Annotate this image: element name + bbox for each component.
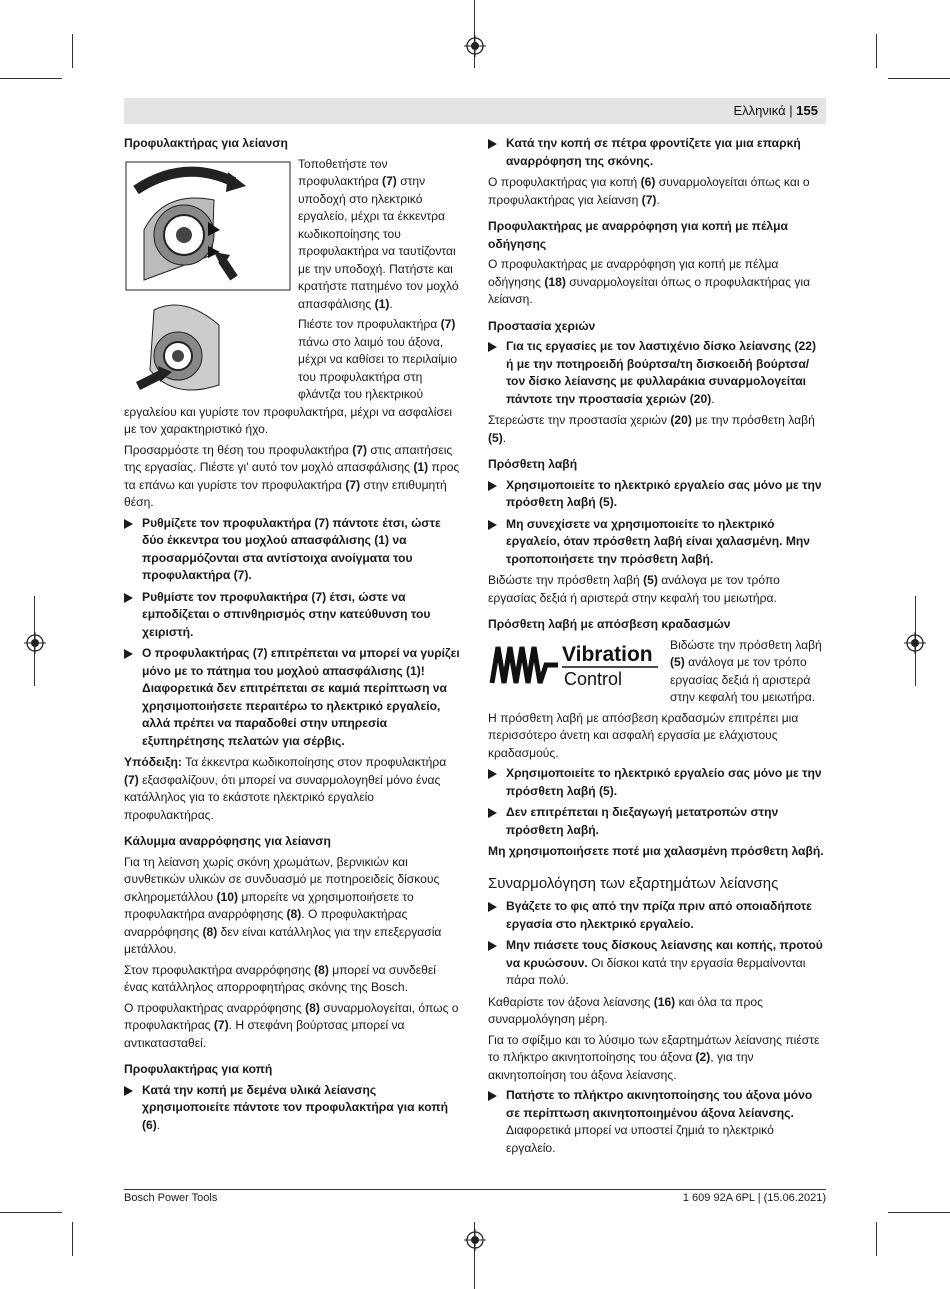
page-number: 155 (796, 103, 818, 118)
bullet-arrow-icon (488, 1091, 497, 1101)
text-run: Για τη λείανση χωρίς σκόνη χρωμάτων, βερνικιών και συνθετικών υλικών σε συνδυασμό με ποτηροειδείς δίσκους σκληρομετάλλου (124, 854, 440, 904)
registration-mark-icon (464, 1229, 486, 1251)
text-run: στις απαιτήσεις της εργασίας. Πιέστε γι' αυτό τον μοχλό απασφάλισης (124, 442, 453, 474)
bold-run: (5) (670, 655, 685, 669)
vib-text-2 (488, 710, 826, 763)
warning-item (124, 515, 462, 585)
logo-line1: Vibration (562, 642, 653, 666)
dust-text-1 (124, 854, 462, 959)
bullet-arrow-icon (488, 520, 497, 530)
bold-run: Χρησιμοποιείτε το ηλεκτρικό εργαλείο σας μόνο με την πρόσθετη λαβή (5). (506, 477, 822, 509)
bold-run: Κατά την κοπή με δεμένα υλικά λείανσης χρησιμοποιείτε πάντοτε τον προφυλακτήρα για κοπή (6) (142, 1082, 448, 1132)
bold-run: Βγάζετε το φις από την πρίζα πριν από οποιαδήποτε εργασία στο ηλεκτρικό εργαλείο. (506, 899, 812, 931)
left-column (124, 135, 462, 1138)
bullet-arrow-icon (488, 769, 497, 779)
header-language: Ελληνικά (733, 103, 786, 118)
text-run: μπορείτε να χρησιμοποιήσετε το προφυλακτήρα αναρρόφησης (124, 889, 414, 921)
cutting-warnings (124, 1082, 462, 1135)
text-run: . (711, 391, 715, 406)
section-heading: Πρόσθετη λαβή με απόσβεση κραδασμών (488, 617, 731, 631)
bold-run: (1) (374, 296, 390, 311)
text-run: συναρμολογείται όπως ο προφυλακτήρας για λείανση. (488, 274, 811, 306)
bold-run: Ρυθμίζετε τον προφυλακτήρα (7) πάντοτε έτσι, ώστε δύο έκκεντρα του μοχλού απασφάλισης (1) να προσαρμόζονται στα αντίστοιχα ανοίγματα του προφυλακτήρα (7). (142, 515, 441, 582)
bold-run: Δεν επιτρέπεται η διεξαγωγή μετατροπών στην πρόσθετη λαβή. (506, 805, 779, 837)
text-run: δεν είναι κατάλληλος για την επεξεργασία μετάλλου. (124, 924, 442, 956)
aux-text (488, 572, 826, 607)
crop-mark (888, 78, 950, 79)
right-column (488, 135, 826, 1161)
bullet-arrow-icon (488, 941, 497, 951)
text-run: Προσαρμόστε τη θέση του προφυλακτήρα (124, 442, 353, 457)
bold-run: Πατήστε το πλήκτρο ακινητοποίησης του άξονα μόνο σε περίπτωση ακινητοποιημένου άξονα λείανσης. (506, 1088, 813, 1120)
vib-final: Μη χρησιμοποιήσετε ποτέ μια χαλασμένη πρόσθετη λαβή. (488, 844, 824, 858)
text-run: Ο προφυλακτήρας αναρρόφησης (124, 1000, 306, 1015)
warning-item (488, 1087, 826, 1157)
text-run: . Ο προφυλακτήρας αναρρόφησης (124, 907, 408, 939)
warning-item (488, 898, 826, 933)
text-run: Βιδώστε την πρόσθετη λαβή (670, 637, 822, 652)
text-run: Ο προφυλακτήρας για κοπή (488, 175, 641, 189)
mount-text-1 (488, 994, 826, 1029)
bullet-arrow-icon (124, 649, 133, 659)
bold-run: Υπόδειξη: (124, 755, 182, 769)
vibration-control-logo (488, 639, 664, 695)
text-run: συναρμολογείται, όπως ο προφυλακτήρας (124, 1000, 459, 1032)
crop-mark (0, 1212, 62, 1213)
header-separator: | (789, 103, 793, 118)
warning-item (488, 135, 826, 170)
registration-mark-icon (24, 632, 46, 654)
bullet-arrow-icon (488, 808, 497, 818)
text-run: συναρμολογείται όπως και ο προφυλακτήρας για λείανση (488, 175, 810, 207)
mount-text-2 (488, 1032, 826, 1085)
guard-text-3 (124, 442, 462, 512)
logo-line2: Control (564, 668, 623, 689)
bold-run: (7) (641, 192, 657, 207)
text-run: . (656, 192, 660, 207)
text-run: μπορεί να συνδεθεί ένας κατάλληλος απορροφητήρας σκόνης της Bosch. (124, 962, 436, 994)
note-text (124, 754, 462, 824)
bold-run: Ο προφυλακτήρας (7) επιτρέπεται να μπορεί να γυρίζει μόνο με το πάτημα του μοχλού απασφάλισης (1)! Διαφορετικά δεν επιτρέπεται σε καμιά περίπτωση να χρησιμοποιήσετε περαιτέρω το ηλεκτρικό εργαλείο, αλλά πρέπει να παραδοθεί στην υπηρεσία εξυπηρέτησης πελατών για σέρβις. (142, 646, 460, 748)
warning-item (488, 804, 826, 839)
bold-run: (7) (382, 174, 397, 188)
warning-item (488, 338, 826, 408)
hand-guard-warnings (488, 338, 826, 408)
text-run: πάνω στο λαιμό του άξονα, μέχρι να καθίσει το περιλαίμιο του προφυλακτήρα στη φλάντζα του ηλεκτρικού εργαλείου και γυρίστε τον προφυλακτήρα, μέχρι να ασφαλίσει με τον χαρακτηριστικό ήχο. (124, 334, 458, 436)
crop-mark (876, 34, 877, 68)
dust-text-3 (124, 1000, 462, 1053)
mount-warnings-2 (488, 1087, 826, 1157)
crop-mark (72, 1222, 73, 1256)
text-run: Βιδώστε την πρόσθετη λαβή (488, 573, 644, 587)
text-run: εξασφαλίζουν, ότι μπορεί να συναρμολογηθεί μόνο ένας κατάλληλος για το εκάστοτε ηλεκτρικό εργαλείο προφυλακτήρας. (124, 772, 441, 822)
stone-warning (488, 135, 826, 170)
guard-warnings (124, 515, 462, 751)
bold-run: (8) (314, 962, 329, 977)
bold-run: (7) (124, 772, 139, 787)
warning-item (488, 477, 826, 512)
section-heading: Προφυλακτήρας για λείανση (124, 136, 288, 150)
text-run: Τοποθετήστε τον προφυλακτήρα (298, 156, 388, 188)
bold-run: (7) (440, 317, 456, 331)
page-header (124, 98, 826, 124)
bullet-arrow-icon (124, 1086, 133, 1096)
text-run: στην υποδοχή στο ηλεκτρικό εργαλείο, μέχρι τα έκκεντρα κωδικοποίησης του προφυλακτήρα να ταυτίζονται με την υποδοχή. Πατήστε και κρατήστε πατημένο τον μοχλό απασφάλισης (298, 174, 459, 311)
bold-run: (7) (345, 477, 361, 492)
section-heading: Προστασία χεριών (488, 318, 596, 333)
header-text (734, 103, 819, 118)
bold-run: (8) (202, 924, 218, 939)
section-heading-large: Συναρμολόγηση των εξαρτημάτων λείανσης (488, 874, 779, 892)
crop-mark (888, 1212, 950, 1213)
bold-run: Κατά την κοπή σε πέτρα φροντίζετε για μια επαρκή αναρρόφηση της σκόνης. (506, 136, 801, 168)
text-run: Ο προφυλακτήρας με αναρρόφηση για κοπή με πέλμα οδήγησης (488, 257, 779, 289)
text-run: . (389, 296, 393, 311)
bold-run: (7) (352, 442, 368, 457)
bold-run: (5) (643, 573, 658, 587)
bold-run: (1) (413, 460, 429, 474)
bold-run: Μην πιάσετε τους δίσκους λείανσης και κοπής, προτού να κρυώσουν. (506, 938, 823, 970)
bold-run: (10) (216, 889, 238, 904)
mount-warnings (488, 898, 826, 990)
text-run: Καθαρίστε τον άξονα λείανσης (488, 994, 654, 1009)
text-run: Οι δίσκοι κατά την εργασία θερμαίνονται πάρα πολύ. (506, 955, 806, 987)
bold-run: (2) (695, 1050, 711, 1064)
bullet-arrow-icon (124, 519, 133, 529)
bold-run: (20) (670, 413, 692, 427)
text-run: και όλα τα προς συναρμολόγηση μέρη. (488, 994, 763, 1026)
text-run: ανάλογα με τον τρόπο εργασίας δεξιά ή αριστερά στην κεφαλή του μειωτήρα. (670, 655, 816, 704)
text-run: ανάλογα με τον τρόπο εργασίας δεξιά ή αριστερά στην κεφαλή του μειωτήρα. (488, 573, 780, 605)
cutting-text (488, 174, 826, 209)
warning-item (488, 516, 826, 569)
warning-item (488, 937, 826, 990)
suction-text (488, 256, 826, 309)
bold-run: (18) (544, 274, 566, 289)
registration-mark-icon (904, 632, 926, 654)
text-run: Για το σφίξιμο και το λύσιμο των εξαρτημάτων λείανσης πιέστε το πλήκτρο ακινητοποίησης του άξονα (488, 1032, 820, 1064)
text-run: Στον προφυλακτήρα αναρρόφησης (124, 962, 315, 977)
text-run: στην επιθυμητή θέση. (124, 477, 447, 509)
bold-run: (8) (286, 907, 302, 921)
footer-brand: Bosch Power Tools (124, 1192, 218, 1204)
hand-guard-text (488, 412, 826, 447)
section-heading: Κάλυμμα αναρρόφησης για λείανση (124, 834, 331, 848)
footer-doc-ref: 1 609 92A 6PL | (15.06.2021) (682, 1192, 826, 1204)
warning-item (124, 645, 462, 750)
bold-run: (5) (488, 430, 503, 445)
dust-text-2 (124, 962, 462, 997)
bold-run: Για τις εργασίες με τον λαστιχένιο δίσκο λείανσης (22) ή με την ποτηροειδή βούρτσα/τη δισκοειδή βούρτσα/τον δίσκο λείανσης με φυλλαράκια συναρμολογείται πάντοτε την προστασία χεριών (20) (506, 339, 817, 406)
bullet-arrow-icon (488, 902, 497, 912)
text-run: με την πρόσθετη λαβή (691, 413, 815, 427)
warning-item (488, 765, 826, 800)
section-heading: Προφυλακτήρας με αναρρόφηση για κοπή με πέλμα οδήγησης (488, 219, 788, 251)
text-run: Τα έκκεντρα κωδικοποίησης στον προφυλακτήρα (181, 755, 447, 769)
vib-warnings (488, 765, 826, 839)
bold-run: (6) (640, 175, 656, 189)
footer-rule (124, 1189, 826, 1190)
text-run: Διαφορετικά μπορεί να υποστεί ζημιά το ηλεκτρικό εργαλείο. (506, 1123, 774, 1155)
bold-run: Ρυθμίστε τον προφυλακτήρα (7) έτσι, ώστε να εμποδίζεται ο σπινθηρισμός στην κατεύθυνση του χειριστή. (142, 589, 431, 639)
section-heading: Πρόσθετη λαβή (488, 457, 578, 471)
bold-run: (16) (653, 994, 676, 1009)
text-run: Η πρόσθετη λαβή με απόσβεση κραδασμών επιτρέπει μια περισσότερο άνετη και ασφαλή εργασία με ελάχιστους κραδασμούς. (488, 710, 799, 760)
text-run: . (156, 1117, 161, 1132)
bullet-arrow-icon (124, 593, 133, 603)
bold-run: (8) (305, 1000, 320, 1015)
text-run: προς τα επάνω και γυρίστε τον προφυλακτήρα (124, 460, 460, 492)
bold-run: Μη συνεχίσετε να χρησιμοποιείτε το ηλεκτρικό εργαλείο, όταν πρόσθετη λαβή είναι χαλασμένη. Μην τροποποιήσετε την πρόσθετη λαβή. (506, 516, 811, 566)
text-run: Πιέστε τον προφυλακτήρα (298, 317, 441, 331)
bullet-arrow-icon (488, 342, 497, 352)
section-heading: Προφυλακτήρας για κοπή (124, 1062, 273, 1076)
bullet-arrow-icon (488, 139, 497, 149)
warning-item (124, 1082, 462, 1135)
crop-mark (72, 34, 73, 68)
warning-item (124, 589, 462, 642)
bullet-arrow-icon (488, 481, 497, 491)
bold-run: Χρησιμοποιείτε το ηλεκτρικό εργαλείο σας μόνο με την πρόσθετη λαβή (5). (506, 766, 822, 798)
crop-mark (0, 78, 62, 79)
crop-mark (876, 1222, 877, 1256)
bold-run: (7) (213, 1018, 229, 1032)
crop-mark (474, 0, 475, 68)
aux-warnings (488, 477, 826, 569)
guard-mounting-figure (124, 160, 292, 394)
text-run: . (502, 430, 507, 445)
text-run: . Η στεφάνη βούρτσας μπορεί να αντικατασταθεί. (124, 1018, 405, 1050)
registration-mark-icon (464, 35, 486, 57)
text-run: , για την ακινητοποίηση του άξονα λείανσης. (488, 1050, 754, 1082)
text-run: Στερεώστε την προστασία χεριών (488, 413, 671, 427)
